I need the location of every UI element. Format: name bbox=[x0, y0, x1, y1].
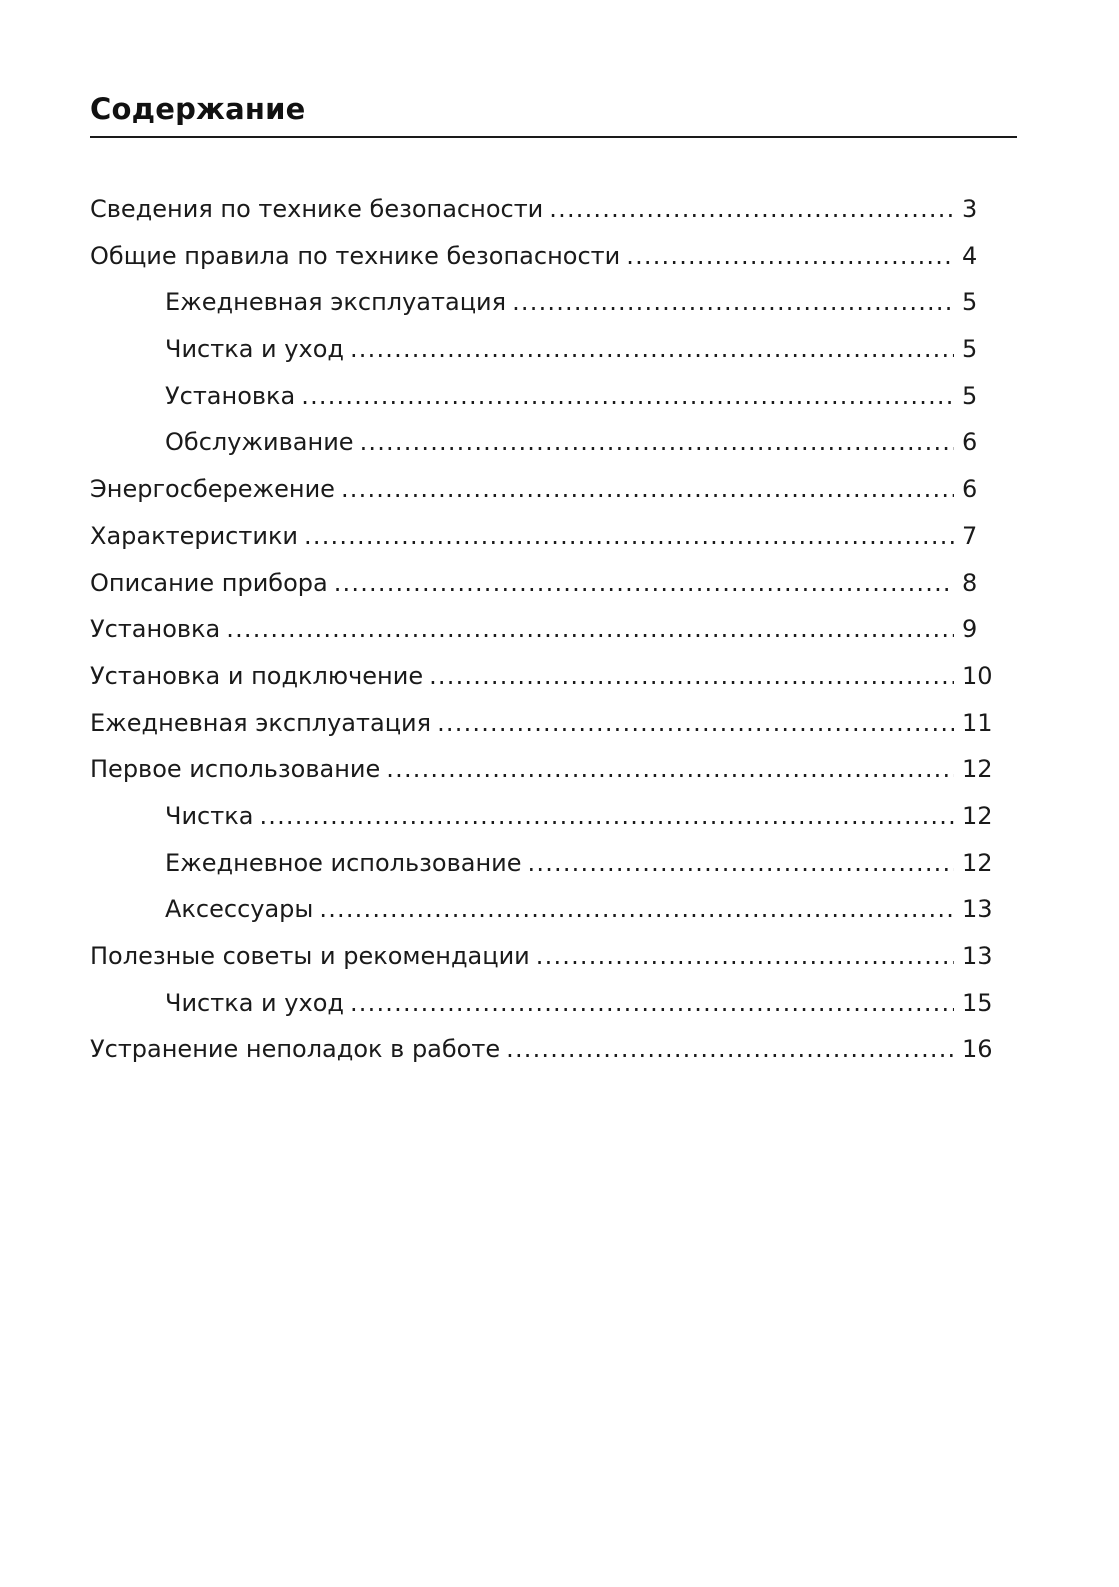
toc-dot-leader bbox=[259, 802, 954, 830]
toc-subentry[interactable] bbox=[90, 288, 1002, 335]
toc-entry-label: Чистка и уход bbox=[165, 988, 344, 1017]
toc-dot-leader bbox=[350, 989, 954, 1017]
toc-dot-leader bbox=[334, 569, 954, 597]
toc-dot-leader bbox=[386, 755, 954, 783]
toc-dot-leader bbox=[536, 942, 954, 970]
toc-entry-page: 16 bbox=[962, 1035, 993, 1064]
table-of-contents bbox=[90, 195, 1002, 1082]
toc-dot-leader bbox=[512, 288, 954, 316]
toc-subentry[interactable] bbox=[90, 989, 1002, 1036]
title-divider bbox=[90, 136, 1017, 138]
toc-dot-leader bbox=[226, 615, 954, 643]
toc-subentry[interactable] bbox=[90, 849, 1002, 896]
toc-entry-label: Ежедневная эксплуатация bbox=[90, 708, 432, 737]
toc-entry-page: 12 bbox=[962, 848, 993, 877]
toc-entry-page: 15 bbox=[962, 988, 993, 1017]
toc-subentry[interactable] bbox=[90, 895, 1002, 942]
toc-entry-page: 9 bbox=[962, 615, 978, 644]
toc-dot-leader bbox=[341, 475, 954, 503]
toc-entry-label: Сведения по технике безопасности bbox=[90, 195, 544, 223]
toc-dot-leader bbox=[301, 382, 954, 410]
toc-subentry[interactable] bbox=[90, 335, 1002, 382]
toc-subentry[interactable] bbox=[90, 428, 1002, 475]
toc-dot-leader bbox=[528, 849, 954, 877]
toc-entry-label: Устранение неполадок в работе bbox=[90, 1035, 501, 1064]
toc-entry-label: Ежедневное использование bbox=[165, 848, 522, 877]
toc-entry-page: 13 bbox=[962, 895, 993, 924]
toc-dot-leader bbox=[429, 662, 954, 690]
toc-entry[interactable] bbox=[90, 195, 1002, 242]
toc-entry-page: 5 bbox=[962, 288, 978, 317]
toc-entry[interactable] bbox=[90, 569, 1002, 616]
toc-entry-page: 12 bbox=[962, 755, 993, 784]
toc-dot-leader bbox=[506, 1035, 954, 1063]
toc-entry-label: Энергосбережение bbox=[90, 475, 335, 504]
toc-entry-page: 7 bbox=[962, 521, 978, 550]
toc-entry-label: Чистка bbox=[165, 801, 254, 830]
toc-entry-page: 4 bbox=[962, 241, 978, 270]
toc-entry[interactable] bbox=[90, 709, 1002, 756]
toc-subentry[interactable] bbox=[90, 802, 1002, 849]
toc-entry-page: 13 bbox=[962, 942, 993, 970]
toc-entry-label: Обслуживание bbox=[165, 428, 354, 457]
toc-entry-page: 3 bbox=[962, 195, 978, 223]
toc-dot-leader bbox=[319, 895, 954, 923]
toc-entry[interactable] bbox=[90, 242, 1002, 289]
toc-entry[interactable] bbox=[90, 755, 1002, 802]
toc-entry-label: Характеристики bbox=[90, 521, 299, 550]
toc-entry-label: Полезные советы и рекомендации bbox=[90, 942, 530, 970]
toc-entry-label: Установка bbox=[165, 381, 296, 410]
toc-entry-label: Установка bbox=[90, 615, 221, 644]
toc-entry-label: Аксессуары bbox=[165, 895, 314, 924]
toc-dot-leader bbox=[360, 428, 954, 456]
toc-entry[interactable] bbox=[90, 615, 1002, 662]
toc-entry[interactable] bbox=[90, 942, 1002, 989]
toc-dot-leader bbox=[437, 709, 954, 737]
toc-subentry[interactable] bbox=[90, 382, 1002, 429]
toc-entry-page: 11 bbox=[962, 708, 993, 737]
toc-entry-page: 5 bbox=[962, 381, 978, 410]
toc-entry[interactable] bbox=[90, 475, 1002, 522]
toc-entry-label: Установка и подключение bbox=[90, 661, 424, 690]
toc-entry-page: 6 bbox=[962, 428, 978, 457]
toc-entry-page: 10 bbox=[962, 661, 993, 690]
toc-dot-leader bbox=[304, 522, 954, 550]
toc-entry-page: 12 bbox=[962, 801, 993, 830]
toc-entry[interactable] bbox=[90, 522, 1002, 569]
toc-entry-page: 5 bbox=[962, 335, 978, 364]
toc-dot-leader bbox=[549, 195, 954, 223]
toc-entry-label: Чистка и уход bbox=[165, 335, 344, 364]
toc-entry-label: Общие правила по технике безопасности bbox=[90, 241, 621, 270]
toc-entry-label: Первое использование bbox=[90, 755, 381, 784]
page-title: Содержание bbox=[90, 92, 306, 126]
toc-entry-label: Описание прибора bbox=[90, 568, 328, 597]
toc-entry-page: 6 bbox=[962, 475, 978, 504]
toc-dot-leader bbox=[626, 242, 954, 270]
toc-entry[interactable] bbox=[90, 662, 1002, 709]
toc-entry-label: Ежедневная эксплуатация bbox=[165, 288, 507, 317]
toc-entry-page: 8 bbox=[962, 568, 978, 597]
toc-entry[interactable] bbox=[90, 1035, 1002, 1082]
toc-dot-leader bbox=[350, 335, 954, 363]
